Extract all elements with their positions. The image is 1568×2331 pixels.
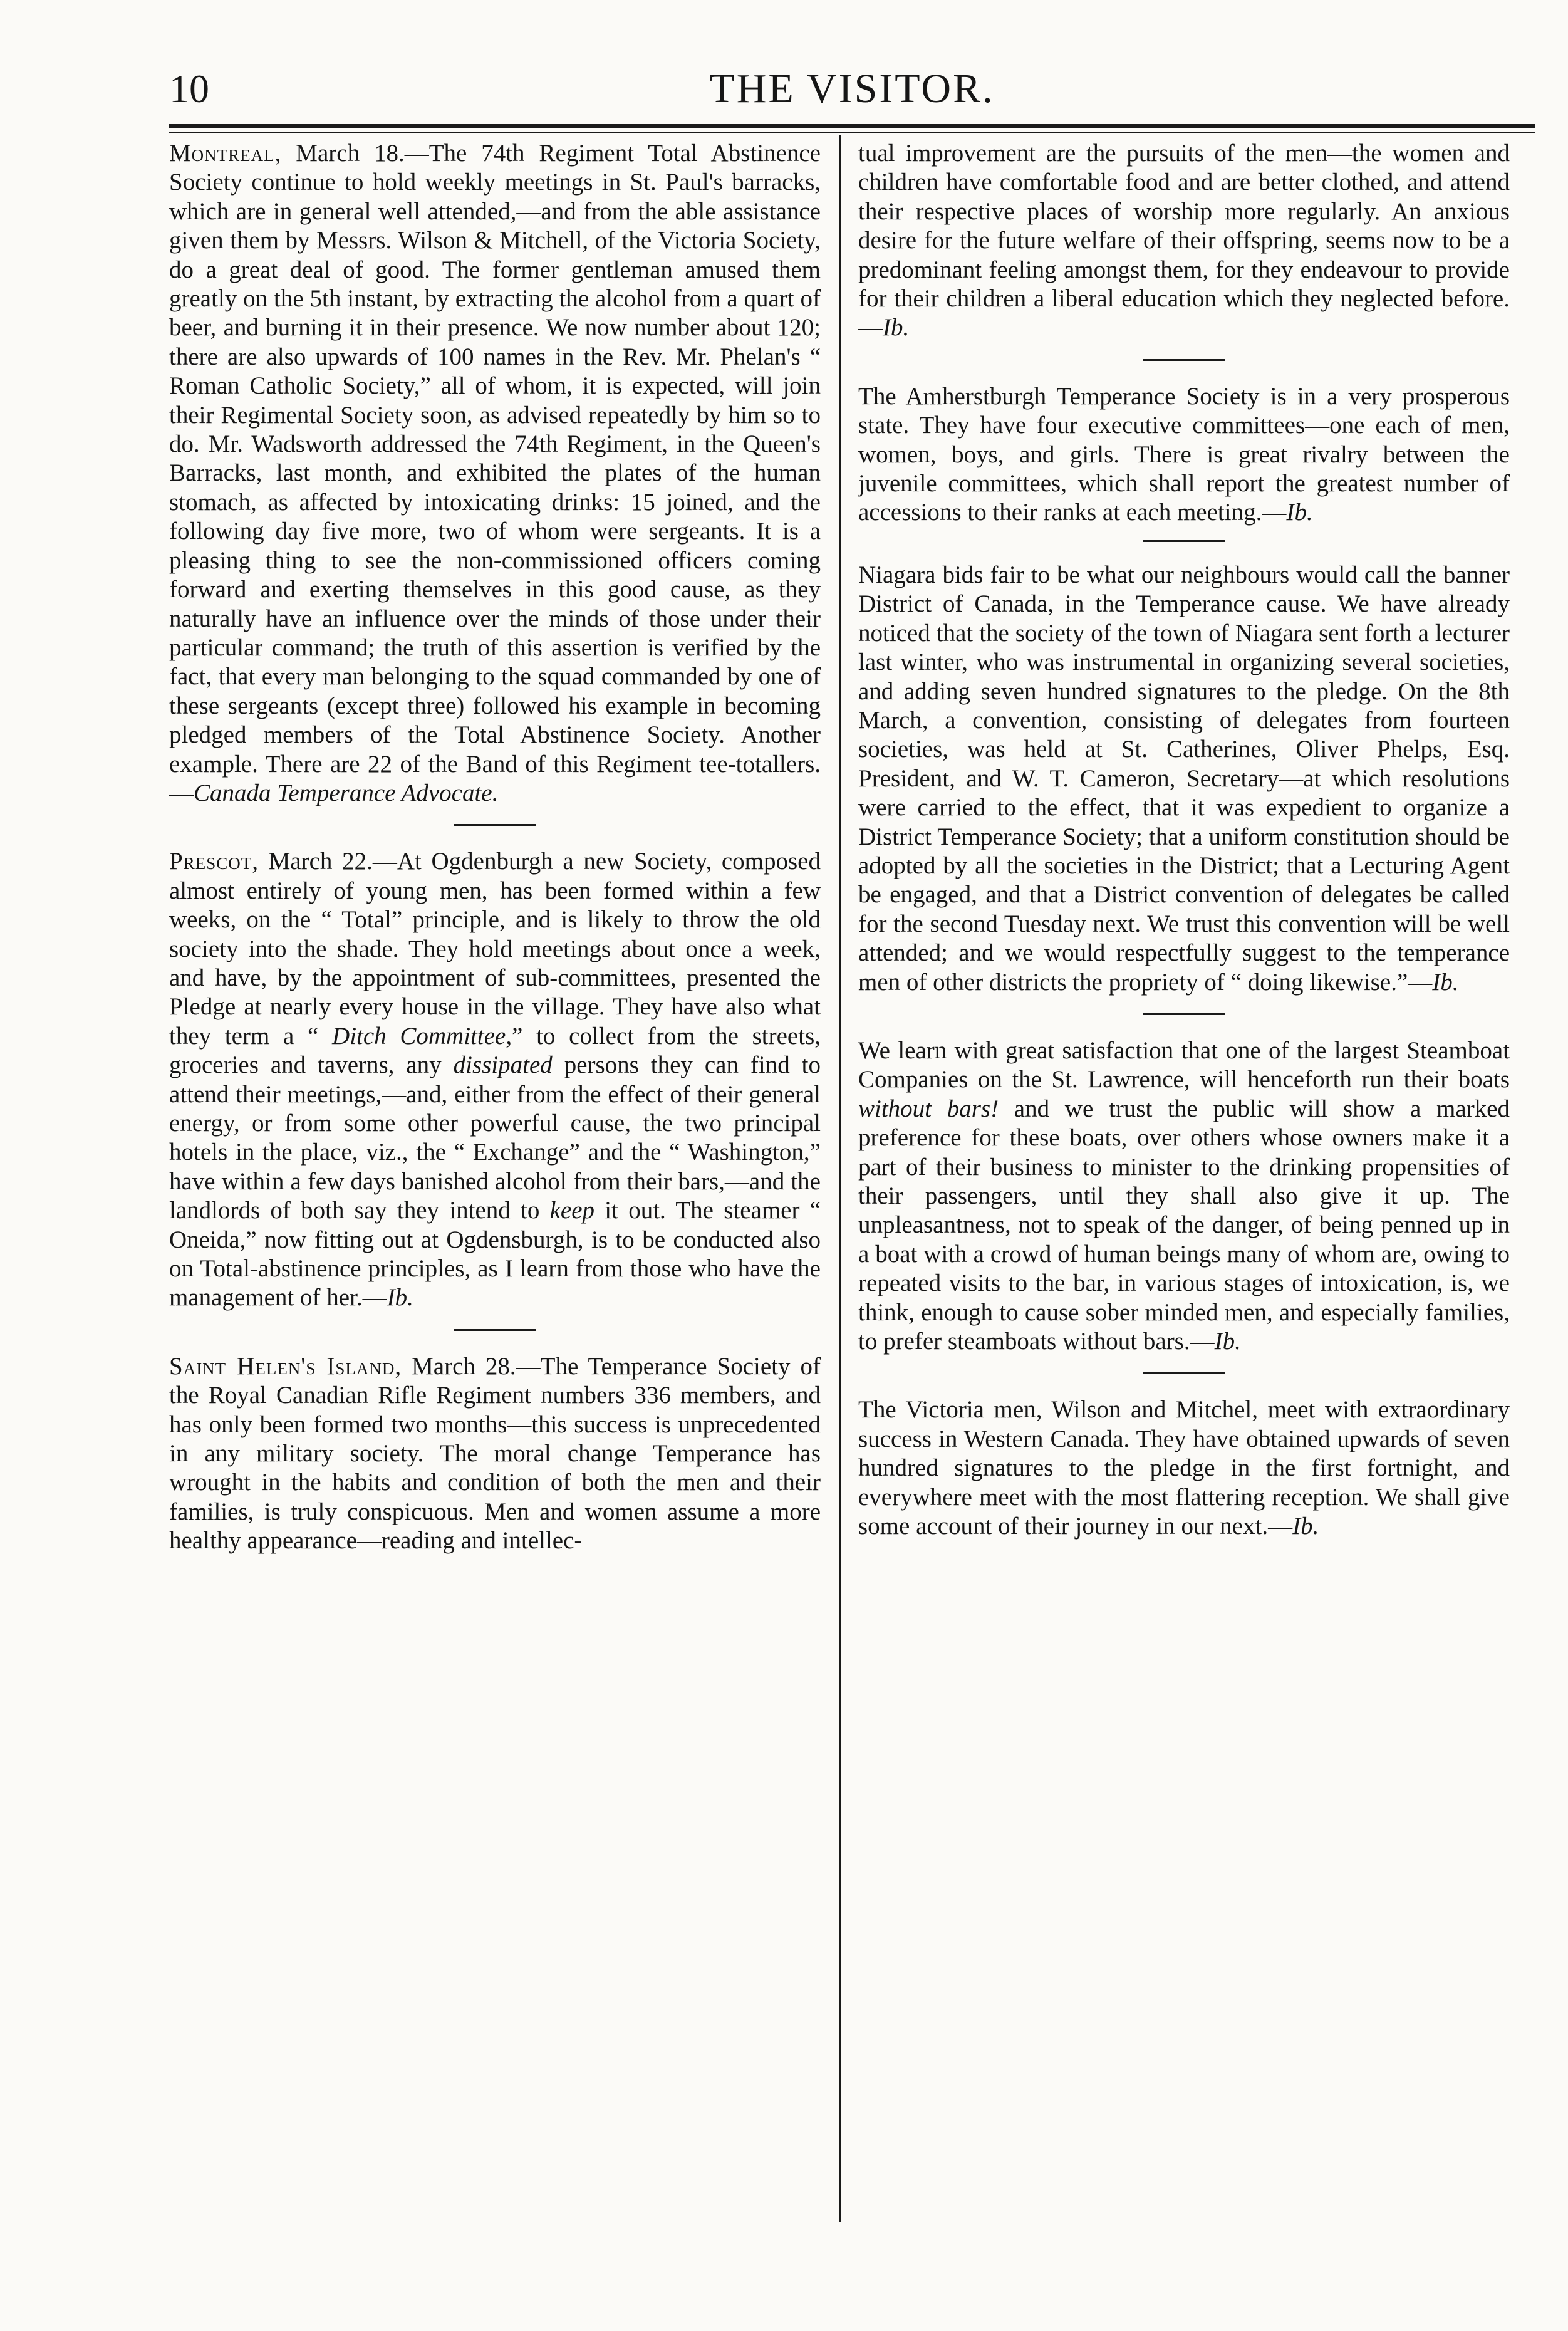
article-separator <box>454 1329 536 1331</box>
article-saint-helens <box>169 1352 821 1556</box>
article-source: Ib. <box>1286 499 1313 526</box>
article-separator <box>1143 359 1225 361</box>
article-separator <box>1143 1372 1225 1374</box>
emphasis-text: dissipated <box>453 1051 553 1079</box>
emphasis-text: without bars! <box>858 1095 999 1122</box>
emphasis-text: keep <box>549 1197 595 1224</box>
article-text: We learn with great satisfaction that one of the largest Steamboat Companies on the St. Lawrence, will henceforth run their boats <box>858 1036 1510 1093</box>
article-montreal <box>169 139 821 808</box>
header-rule-thick <box>169 124 1535 128</box>
dateline-montreal: Montreal, <box>169 140 282 167</box>
article-separator <box>454 824 536 826</box>
emphasis-text: Ditch Committee, <box>332 1022 512 1050</box>
article-text: The Amherstburgh Temperance Society is in a very prosperous state. They have four executive committees—one each of men, women, boys, and girls. There is great rivalry between the juvenile committees, which shall report the greatest number of accessions to their ranks at each meeting.— <box>858 382 1510 526</box>
article-source: Ib. <box>1432 968 1459 996</box>
article-source: Ib. <box>387 1284 413 1312</box>
right-column <box>858 139 1510 2270</box>
article-text: The Victoria men, Wilson and Mitchel, meet with extraordinary success in Western Canada. They have obtained upwards of seven hundred signatures to the pledge in the first fortnight, and everywhere meet with the most flattering reception. We shall give some account of their journey in our next.— <box>858 1396 1510 1540</box>
article-source: Canada Temperance Advocate. <box>194 779 499 806</box>
page-number: 10 <box>169 66 209 111</box>
article-text: and we trust the public will show a marked preference for these boats, over others whose owners make it a part of their business to minister to the drinking propensities of their passengers, until they shall also give it up. The unpleasantness, not to speak of the danger, of being penned up in a boat with a crowd of human beings many of whom are, owing to repeated visits to the bar, in various stages of intoxication, is, we think, enough to cause sober minded men, and especially families, to prefer steamboats without bars.— <box>858 1095 1510 1355</box>
article-text: tual improvement are the pursuits of the men—the women and children have comfortable food and are better clothed, and attend their respective places of worship more regularly. An anxious desire for the future welfare of their offspring, seems now to be a predominant feeling amongst them, for they endeavour to provide for their children a liberal education which they neglected before.— <box>858 140 1510 342</box>
article-text: March 28.—The Temperance Society of the Royal Canadian Rifle Regiment numbers 336 members, and has only been formed two months—this success is unprecedented in any military society. The moral change Temperance has wrought in the habits and condition of both the men and their families, is truly conspicuous. Men and women assume a more healthy appearance—reading and intellec- <box>169 1352 821 1555</box>
header-rule-thin <box>169 132 1535 133</box>
article-text: March 22.—At Ogdenburgh a new Society, composed almost entirely of young men, has been formed within a few weeks, on the “ Total” principle, and is likely to throw the old society into the shade. They hold meetings about once a week, and have, by the appointment of sub-committees, presented the Pledge at nearly every house in the village. They have also what they term a “ <box>169 848 821 1050</box>
article-text: ” to collect from the streets, groceries and taverns, any <box>169 1022 821 1079</box>
article-prescot <box>169 847 821 1313</box>
article-victoria-men <box>858 1395 1510 1541</box>
article-source: Ib. <box>883 314 910 342</box>
article-source: Ib. <box>1292 1513 1319 1540</box>
page-header <box>169 58 1535 120</box>
article-niagara <box>858 561 1510 997</box>
journal-title: THE VISITOR. <box>709 66 995 112</box>
article-text: March 18.—The 74th Regiment Total Abstinence Society continue to hold weekly meetings in St. Paul's barracks, which are in general well attended,—and from the able assistance given them by Messrs. Wilson & Mitchell, of the Victoria Society, do a great deal of good. The former gentleman amused them greatly on the 5th instant, by extracting the alcohol from a quart of beer, and burning it in their presence. We now number about 120; there are also upwards of 100 names in the Rev. Mr. Phelan's “ Roman Catholic Society,” all of whom, it is expected, will join their Regimental Society soon, as advised repeatedly by him so to do. Mr. Wadsworth addressed the 74th Regiment, in the Queen's Barracks, last month, and exhibited the plates of the human stomach, as affected by intoxicating drinks: 15 joined, and the following day five more, two of whom were sergeants. It is a pleasing thing to see the non-commissioned officers coming forward and exerting themselves in this good cause, as they naturally have an influence over the minds of those under their particular command; the truth of this assertion is verified by the fact, that every man belonging to the squad commanded by one of these sergeants (except three) followed his example in becoming pledged members of the Total Abstinence Society. Another example. There are 22 of the Band of this Regiment tee-totallers.— <box>169 140 821 806</box>
article-text: persons they can find to attend their meetings,—and, either from the effect of their general energy, or from some other powerful cause, the two principal hotels in the place, viz., the “ Exchange” and the “ Washington,” have within a few days banished alcohol from their bars,—and the landlords of both say they intend to <box>169 1051 821 1224</box>
article-text: Niagara bids fair to be what our neighbours would call the banner District of Canada, in the Temperance cause. We have already noticed that the society of the town of Niagara sent forth a lecturer last winter, who was instrumental in organizing several societies, and adding seven hundred signatures to the pledge. On the 8th March, a convention, consisting of delegates from fourteen societies, was held at St. Catherines, Oliver Phelps, Esq. President, and W. T. Cameron, Secretary—at which resolutions were carried to the effect, that it was expedient to organize a District Temperance Society; that a uniform constitution should be adopted by all the societies in the District; that a Lecturing Agent be engaged, and that a District convention of delegates be called for the second Tuesday next. We trust this convention will be well attended; and we would respectfully suggest to the temperance men of other districts the propriety of “ doing likewise.”— <box>858 561 1510 996</box>
article-text: it out. The steamer “ Oneida,” now fitting out at Ogdensburgh, is to be conducted also on Total-abstinence principles, as I learn from those who have the management of her.— <box>169 1197 821 1312</box>
dateline-prescot: Prescot, <box>169 848 259 875</box>
article-saint-helens-continued <box>858 139 1510 343</box>
article-steamboats <box>858 1036 1510 1356</box>
article-amherstburgh <box>858 382 1510 528</box>
left-column <box>169 139 821 2270</box>
column-divider <box>839 135 841 2222</box>
dateline-saint-helens: Saint Helen's Island, <box>169 1352 402 1380</box>
article-source: Ib. <box>1214 1328 1241 1355</box>
article-separator <box>1143 540 1225 542</box>
article-separator <box>1143 1013 1225 1015</box>
